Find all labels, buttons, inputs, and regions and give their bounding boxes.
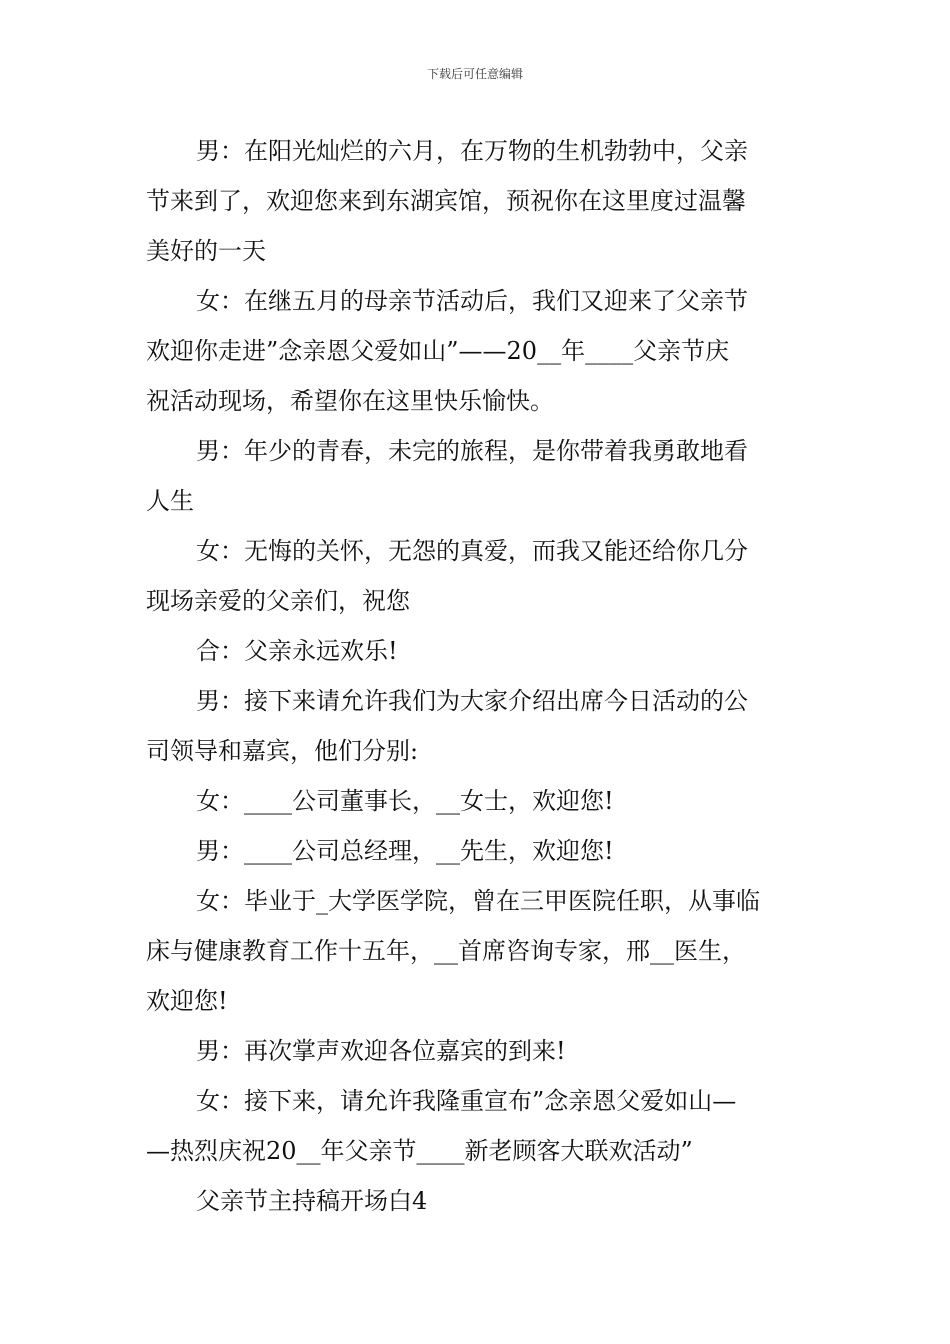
paragraph-intro-female (146, 276, 814, 426)
paragraph-general-manager (146, 826, 814, 876)
paragraph-applause (146, 1026, 814, 1076)
text-line: 女：在继五月的母亲节活动后，我们又迎来了父亲节 (196, 287, 748, 315)
text-line: 欢迎你走进”念亲恩父爱如山”——20__年____父亲节庆 (146, 337, 730, 365)
paragraph-intro-male (146, 126, 814, 276)
text-line: 女：接下来，请允许我隆重宣布”念亲恩父爱如山— (196, 1087, 737, 1115)
paragraph-chairman (146, 776, 814, 826)
text-line: 女：____公司董事长，__女士，欢迎您! (196, 787, 614, 815)
text-line: 男：接下来请允许我们为大家介绍出席今日活动的公 (196, 687, 748, 715)
paragraph-care-female (146, 526, 814, 626)
text-line: 床与健康教育工作十五年，__首席咨询专家，邢__医生， (146, 937, 746, 965)
document-body (146, 126, 814, 1226)
text-line: 女：无悔的关怀，无怨的真爱，而我又能还给你几分 (196, 537, 748, 565)
paragraph-together (146, 626, 814, 676)
text-line: 美好的一天 (146, 237, 266, 265)
paragraph-youth-male (146, 426, 814, 526)
text-line: 司领导和嘉宾，他们分别: (146, 737, 419, 765)
text-line: —热烈庆祝20__年父亲节____新老顾客大联欢活动” (146, 1137, 693, 1165)
text-line: 男：年少的青春，未完的旅程，是你带着我勇敢地看 (196, 437, 748, 465)
text-line: 男：____公司总经理，__先生，欢迎您! (196, 837, 614, 865)
text-line: 欢迎您! (146, 987, 228, 1015)
text-line: 女：毕业于_大学医学院，曾在三甲医院任职，从事临 (196, 887, 760, 915)
text-line: 男：再次掌声欢迎各位嘉宾的到来! (196, 1037, 566, 1065)
text-line: 节来到了，欢迎您来到东湖宾馆，预祝你在这里度过温馨 (146, 187, 746, 215)
text-line: 现场亲爱的父亲们，祝您 (146, 587, 410, 615)
section-title: 父亲节主持稿开场白4 (196, 1187, 428, 1215)
page-header: 下载后可任意编辑 (426, 67, 523, 81)
paragraph-announce (146, 1076, 814, 1176)
text-line: 祝活动现场，希望你在这里快乐愉快。 (146, 387, 554, 415)
section-heading (146, 1176, 814, 1226)
text-line: 人生 (146, 487, 194, 515)
paragraph-introduce-guests (146, 676, 814, 776)
paragraph-doctor (146, 876, 814, 1026)
text-line: 男：在阳光灿烂的六月，在万物的生机勃勃中，父亲 (196, 137, 748, 165)
text-line: 合：父亲永远欢乐! (196, 637, 398, 665)
